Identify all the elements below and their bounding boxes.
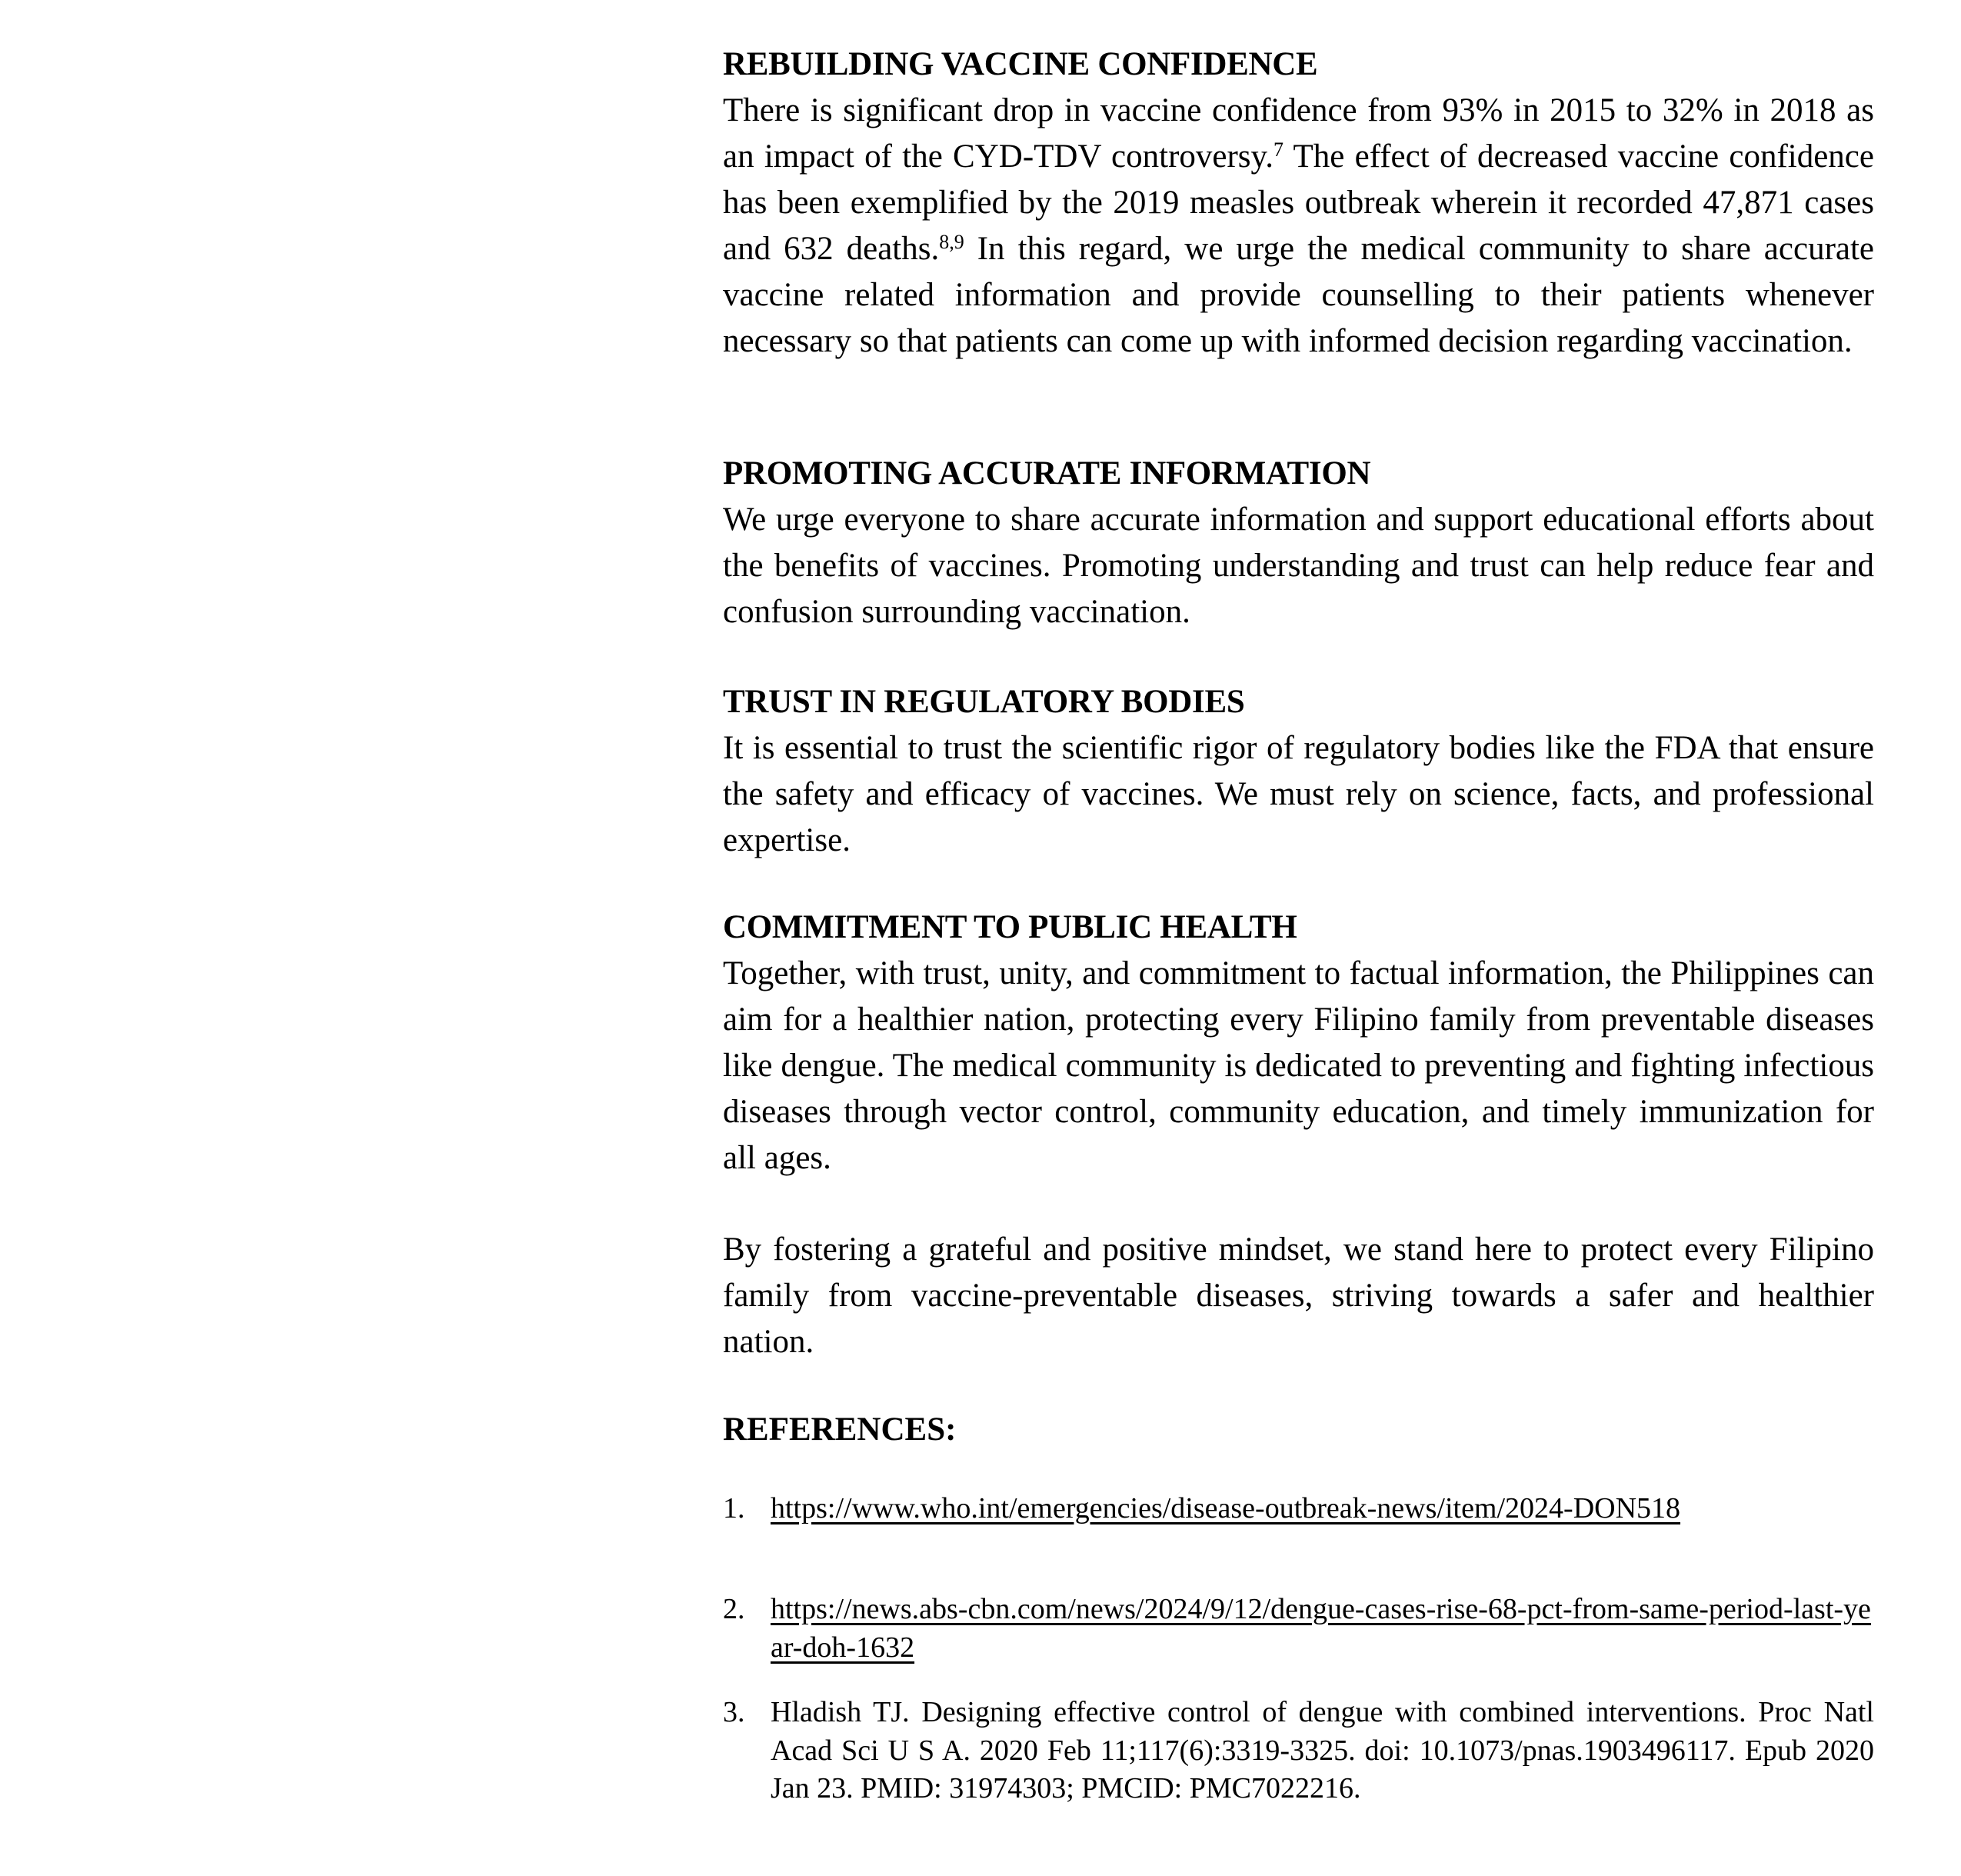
reference-number: 1. [723,1492,745,1524]
section-body [723,88,1874,365]
section-body: It is essential to trust the scientific rigor of regulatory bodies like the FDA that ensure the safety and efficacy of vaccines. We must rely on science, facts, and professional expertise. [723,730,1874,858]
section-heading: TRUST IN REGULATORY BODIES [723,684,1245,720]
section-heading: REBUILDING VACCINE CONFIDENCE [723,46,1318,82]
reference-citation: Hladish TJ. Designing effective control of dengue with combined interventions. Proc Natl Acad Sci U S A. 2020 Feb 11;117(6):3319-3325. doi: 10.1073/pnas.1903496117. Epub 2020 Jan 23. PMID: 31974303; PMCID: PMC7022216. [771,1696,1874,1804]
section-body: Together, with trust, unity, and commitment to factual information, the Philippines can aim for a healthier nation, protecting every Filipino family from preventable diseases like dengue. The medical community is dedicated to preventing and fighting infectious diseases through vector control, community education, and timely immunization for all ages. [723,955,1874,1176]
citation-superscript: 8,9 [939,231,964,253]
body-text: There is significant drop in vaccine confidence from 93% in 2015 to 32% in 2018 as an impact of the CYD-TDV controversy. [723,92,1874,175]
reference-number: 2. [723,1593,745,1625]
section-body: We urge everyone to share accurate information and support educational efforts about the benefits of vaccines. Promoting understanding and trust can help reduce fear and confusion surrounding vaccination. [723,501,1874,630]
reference-item [723,1591,1874,1667]
citation-superscript: 7 [1273,138,1283,161]
section-rebuilding-vaccine-confidence [723,42,1874,365]
references-section [723,1407,1874,1453]
body-text: In this regard, we urge the medical community to share accurate vaccine related information and provide counselling to their patients whenever necessary so that patients can come up with informed decision regarding vaccination. [723,231,1875,359]
section-heading: COMMITMENT TO PUBLIC HEALTH [723,909,1297,945]
reference-item [723,1694,1874,1808]
references-heading: REFERENCES: [723,1411,957,1448]
reference-item [723,1490,1874,1528]
section-promoting-accurate-information [723,451,1874,635]
closing-paragraph [723,1227,1874,1365]
reference-number: 3. [723,1696,745,1728]
section-trust-in-regulatory-bodies [723,679,1874,864]
reference-link[interactable]: https://news.abs-cbn.com/news/2024/9/12/dengue-cases-rise-68-pct-from-same-period-last-year-doh-1632 [771,1593,1871,1664]
section-commitment-to-public-health [723,905,1874,1181]
reference-link[interactable]: https://www.who.int/emergencies/disease-outbreak-news/item/2024-DON518 [771,1492,1681,1524]
section-heading: PROMOTING ACCURATE INFORMATION [723,455,1371,491]
body-text: The effect of decreased vaccine confidence has been exemplified by the 2019 measles outbreak wherein it recorded 47,871 cases and 632 deaths. [723,138,1874,267]
closing-text: By fostering a grateful and positive mindset, we stand here to protect every Filipino family from vaccine-preventable diseases, striving towards a safer and healthier nation. [723,1231,1874,1360]
